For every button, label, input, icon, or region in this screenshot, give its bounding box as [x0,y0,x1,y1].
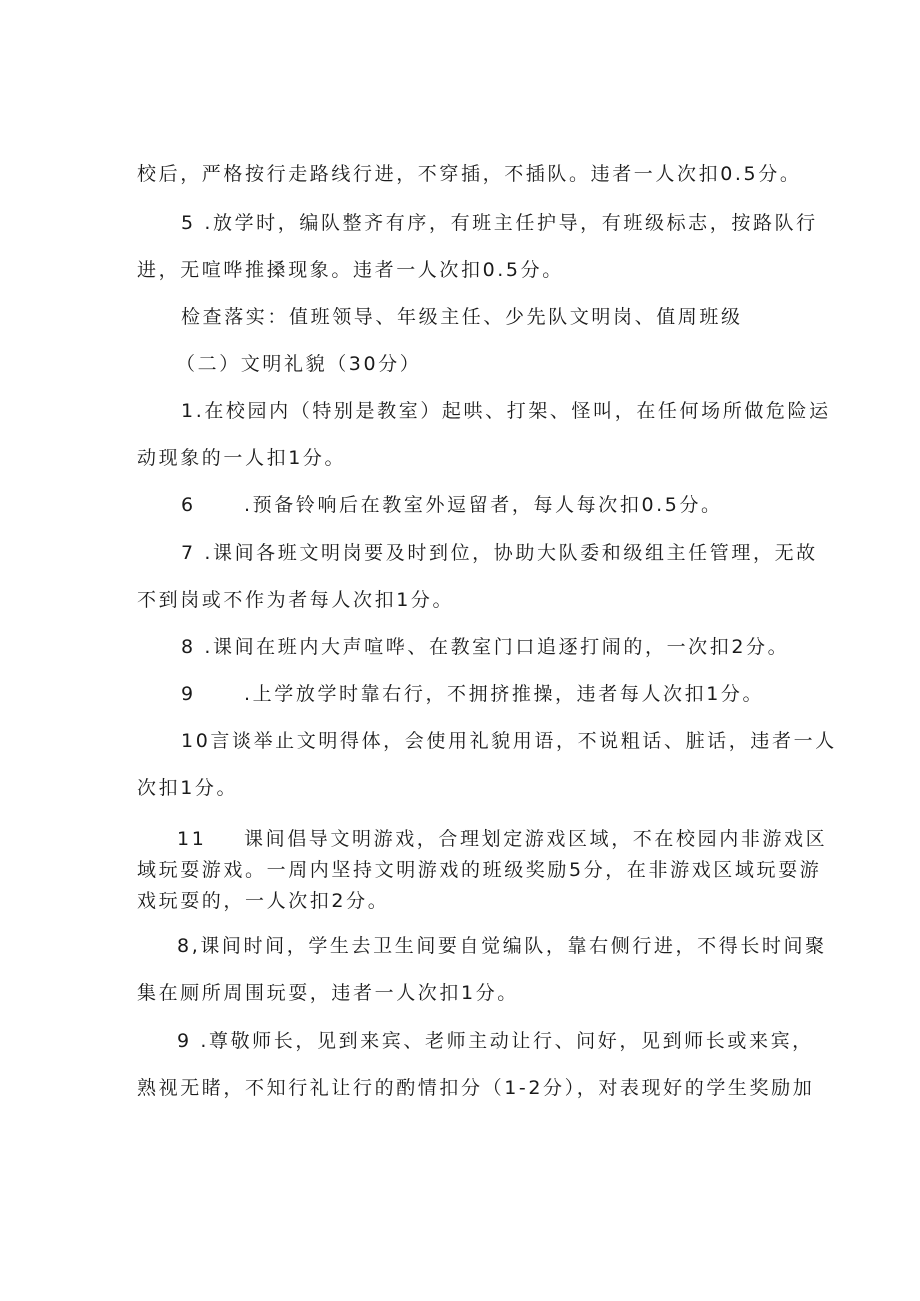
item-11-number: 11 [177,828,207,850]
text-line: 校后，严格按行走路线行进，不穿插，不插队。违者一人次扣0.5分。 [137,163,802,185]
respect-item-line-1: 9 .尊敬师长，见到来宾、老师主动让行、问好，见到师长或来宾， [177,1030,814,1052]
item-11-line-3: 戏玩耍的，一人次扣2分。 [137,890,390,912]
item-10-line-1: 10言谈举止文明得体，会使用礼貌用语，不说粗话、脏话，违者一人 [181,730,837,752]
item-9-text: .上学放学时靠右行，不拥挤推操，违者每人次扣1分。 [244,683,765,705]
item-9-number: 9 [181,683,196,705]
item-8-line: 8 .课间在班内大声喧哗、在教室门口追逐打闹的，一次扣2分。 [181,636,790,658]
item-7-line-1: 7 .课间各班文明岗要及时到位，协助大队委和级组主任管理，无故 [181,542,818,564]
section-heading: （二）文明礼貌（30分） [176,353,422,375]
item-5-line-1: 5 .放学时，编队整齐有序，有班主任护导，有班级标志，按路队行 [181,212,818,234]
item-6-number: 6 [181,494,196,516]
item-11-line-1: 课间倡导文明游戏，合理划定游戏区域，不在校园内非游戏区 [244,828,828,850]
restroom-item-line-2: 集在厕所周围玩耍，违者一人次扣1分。 [137,982,519,1004]
item-7-line-2: 不到岗或不作为者每人次扣1分。 [137,589,455,611]
item-5-line-2: 进，无喧哗推搡现象。违者一人次扣0.5分。 [137,259,564,281]
item-1-line-2: 动现象的一人扣1分。 [137,447,347,469]
item-10-line-2: 次扣1分。 [137,777,239,799]
restroom-item-line-1: 8,课间时间，学生去卫生间要自觉编队，靠右侧行进，不得长时间聚 [177,935,827,957]
item-11-line-2: 域玩耍游戏。一周内坚持文明游戏的班级奖励5分，在非游戏区域玩耍游 [137,859,822,881]
respect-item-line-2: 熟视无睹，不知行礼让行的酌情扣分（1-2分），对表现好的学生奖励加 [137,1077,815,1099]
item-6-text: .预备铃响后在教室外逗留者，每人每次扣0.5分。 [244,494,723,516]
inspection-line: 检查落实：值班领导、年级主任、少先队文明岗、值周班级 [181,306,743,328]
item-1-line-1: 1.在校园内（特别是教室）起哄、打架、怪叫，在任何场所做危险运 [181,400,831,422]
